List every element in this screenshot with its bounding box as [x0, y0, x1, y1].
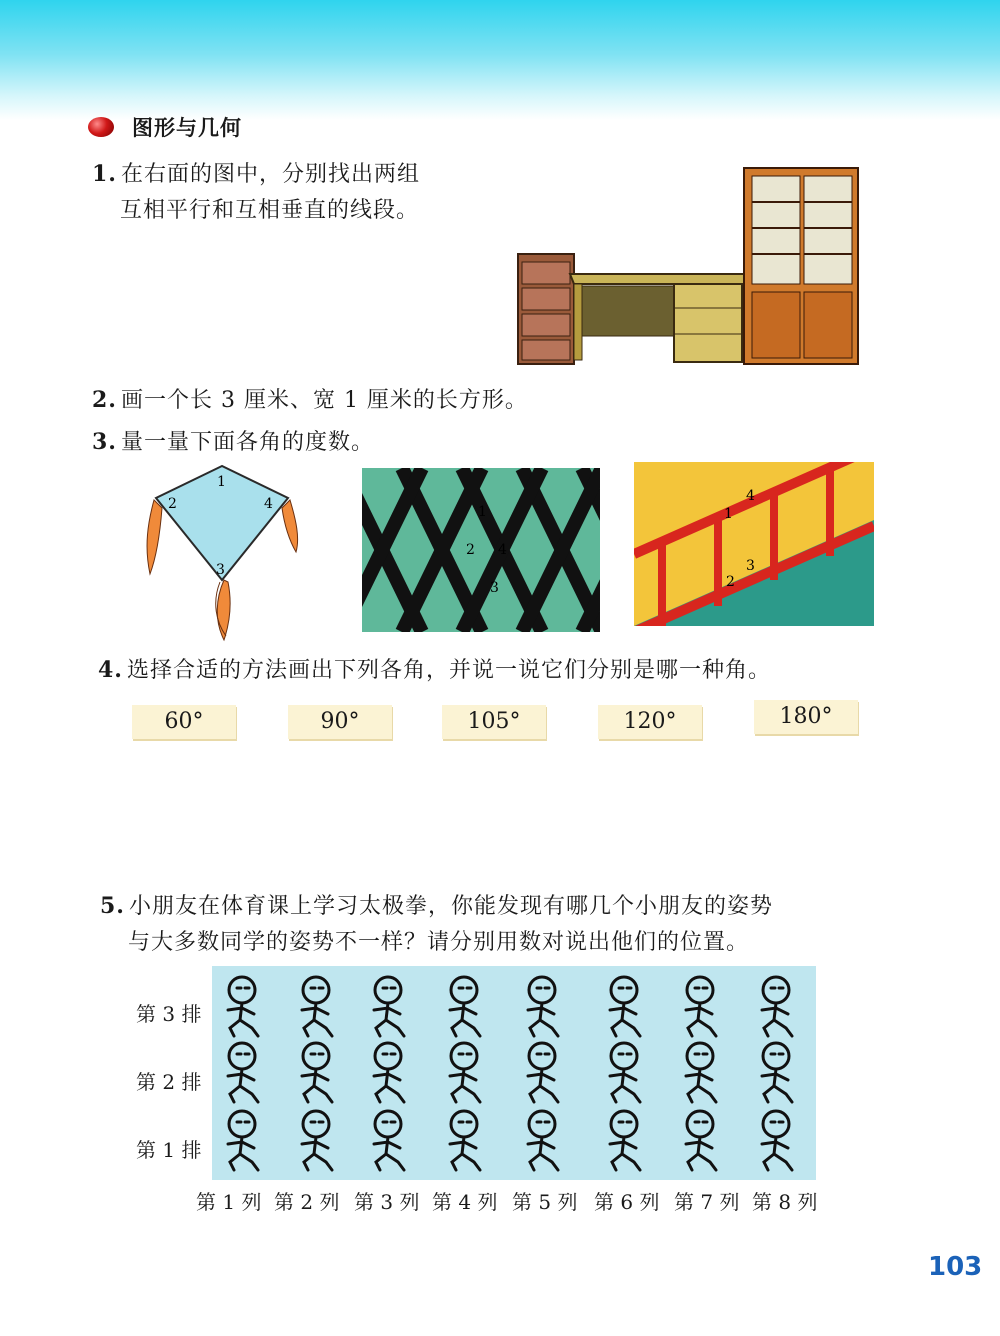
- red-bullet-icon: [88, 117, 114, 137]
- row-label-2: 第 2 排: [136, 1070, 202, 1094]
- question-4: [98, 652, 771, 689]
- question-5: [100, 888, 773, 961]
- kite-angle-3: 3: [216, 562, 225, 578]
- desk: [570, 274, 750, 362]
- question-1: [92, 156, 420, 229]
- question-2: [92, 382, 528, 419]
- furniture-illustration: [512, 162, 864, 368]
- kite-angle-4: 4: [264, 496, 273, 512]
- bookshelf: [518, 254, 574, 364]
- angle-tag-90: 90°: [288, 705, 392, 739]
- column-label-6: 第 6 列: [594, 1190, 660, 1214]
- fence-angle-1: 1: [478, 504, 487, 520]
- stair-railing-figure: [634, 462, 874, 626]
- column-label-2: 第 2 列: [274, 1190, 340, 1214]
- fence-angle-4: 4: [498, 542, 507, 558]
- column-label-8: 第 8 列: [752, 1190, 818, 1214]
- page-number: 103: [928, 1252, 983, 1282]
- lattice-fence-figure: [362, 468, 600, 632]
- column-labels: [196, 1186, 836, 1214]
- question-5-line2: 与大多数同学的姿势不一样？请分别用数对说出他们的位置。: [128, 930, 750, 955]
- column-label-3: 第 3 列: [354, 1190, 420, 1214]
- angle-tag-105: 105°: [442, 705, 546, 739]
- question-5-line1: 小朋友在体育课上学习太极拳，你能发现有哪几个小朋友的姿势: [128, 894, 773, 919]
- question-1-line1: 在右面的图中，分别找出两组: [120, 162, 420, 187]
- stair-angle-4: 4: [746, 488, 755, 504]
- stair-angle-1: 1: [724, 506, 733, 522]
- angle-tag-180: 180°: [754, 700, 858, 734]
- stair-angle-2: 2: [726, 574, 735, 590]
- column-label-7: 第 7 列: [674, 1190, 740, 1214]
- question-2-number: 2.: [92, 387, 117, 413]
- fence-angle-3: 3: [490, 580, 499, 596]
- question-3: [92, 424, 374, 461]
- kite-angle-2: 2: [168, 496, 177, 512]
- section-header: [88, 112, 242, 142]
- top-color-band: [0, 0, 1000, 120]
- kite-angle-1: 1: [217, 474, 226, 490]
- kite-figure: [132, 462, 312, 644]
- stair-angle-3: 3: [746, 558, 755, 574]
- section-title: 图形与几何: [132, 116, 242, 140]
- row-label-3: 第 3 排: [136, 1002, 202, 1026]
- question-3-text: 量一量下面各角的度数。: [120, 430, 374, 455]
- question-4-number: 4.: [98, 657, 123, 683]
- question-3-number: 3.: [92, 429, 117, 455]
- question-5-number: 5.: [100, 893, 125, 919]
- fence-angle-2: 2: [466, 542, 475, 558]
- column-label-5: 第 5 列: [512, 1190, 578, 1214]
- question-1-line2: 互相平行和互相垂直的线段。: [120, 198, 420, 223]
- angle-tag-60: 60°: [132, 705, 236, 739]
- question-4-text: 选择合适的方法画出下列各角，并说一说它们分别是哪一种角。: [126, 658, 771, 683]
- question-1-number: 1.: [92, 161, 117, 187]
- column-label-4: 第 4 列: [432, 1190, 498, 1214]
- cabinet: [744, 168, 858, 364]
- question-2-text: 画一个长 3 厘米、宽 1 厘米的长方形。: [120, 388, 528, 413]
- column-label-1: 第 1 列: [196, 1190, 262, 1214]
- taichi-students-grid: [212, 966, 816, 1180]
- row-label-1: 第 1 排: [136, 1138, 202, 1162]
- angle-tag-120: 120°: [598, 705, 702, 739]
